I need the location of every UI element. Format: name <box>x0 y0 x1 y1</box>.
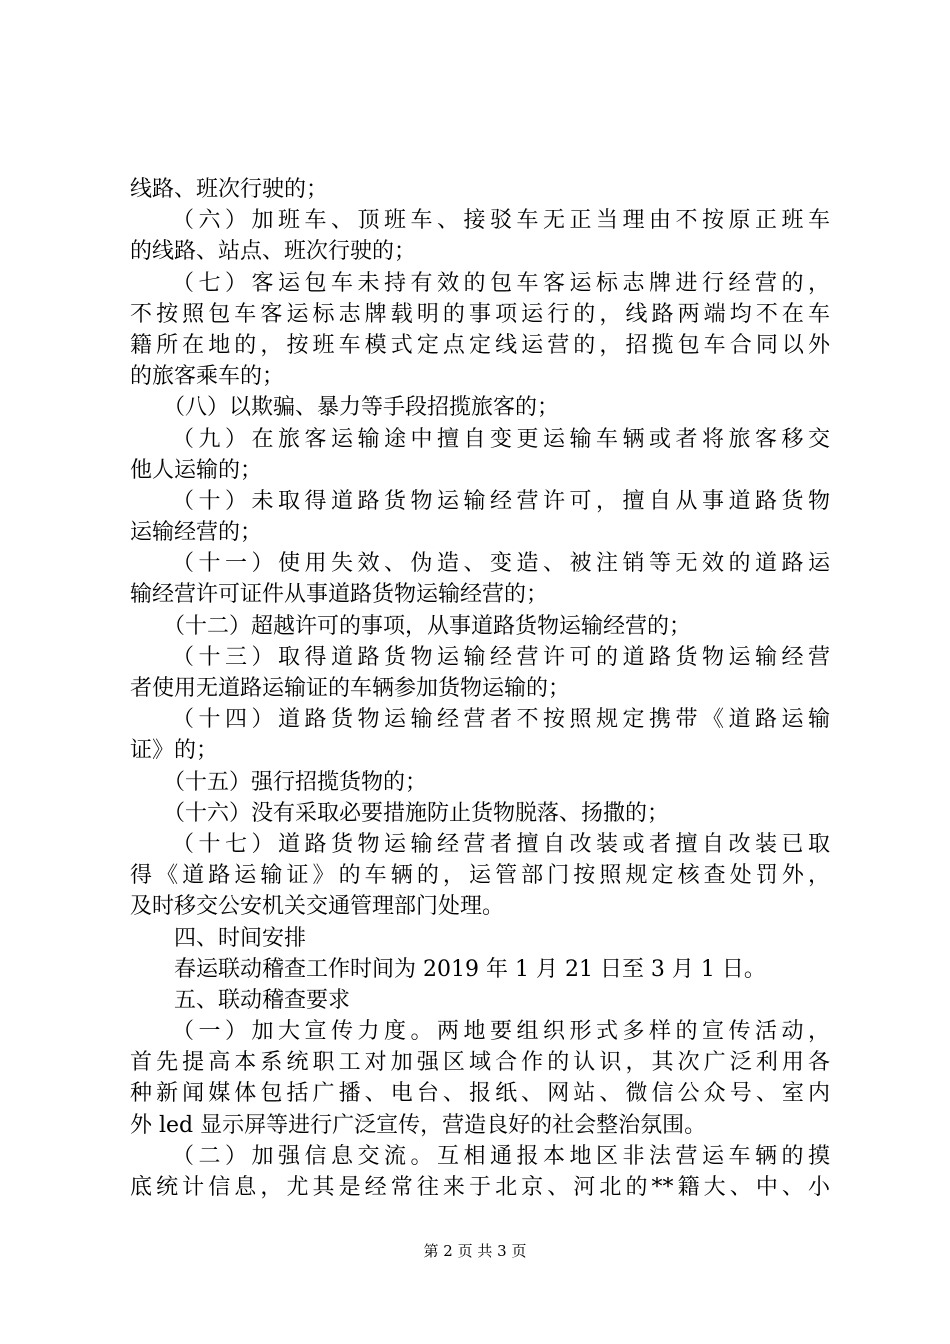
text-line: 运输经营的； <box>130 520 263 546</box>
text-line: （十二）超越许可的事项，从事道路货物运输经营的； <box>130 613 692 639</box>
text-line: 得《道路运输证》的车辆的，运管部门按照规定核查处罚外， <box>130 863 830 889</box>
text-line: （八）以欺骗、暴力等手段招揽旅客的； <box>130 395 560 421</box>
text-line: 他人运输的； <box>130 457 263 483</box>
document-body <box>130 174 830 1203</box>
text-line: 首先提高本系统职工对加强区域合作的认识，其次广泛利用各 <box>130 1050 830 1076</box>
text-line: （十七）道路货物运输经营者擅自改装或者擅自改装已取 <box>130 831 830 857</box>
text-line: （九）在旅客运输途中擅自变更运输车辆或者将旅客移交 <box>130 426 830 452</box>
text-line: 籍所在地的，按班车模式定点定线运营的，招揽包车合同以外 <box>130 332 830 358</box>
text-line: 者使用无道路运输证的车辆参加货物运输的； <box>130 676 571 701</box>
text-line: 春运联动稽查工作时间为 2019 年 1 月 21 日至 3 月 1 日。 <box>130 956 766 982</box>
text-line: 证》的； <box>130 738 219 764</box>
page-footer: 第 2 页 共 3 页 <box>423 1242 527 1260</box>
text-line: （十）未取得道路货物运输经营许可，擅自从事道路货物 <box>130 488 830 514</box>
text-line: 及时移交公安机关交通管理部门处理。 <box>130 894 505 920</box>
text-line: （七）客运包车未持有效的包车客运标志牌进行经营的， <box>130 270 830 296</box>
text-line: （十三）取得道路货物运输经营许可的道路货物运输经营 <box>130 644 830 670</box>
text-line: 种新闻媒体包括广播、电台、报纸、网站、微信公众号、室内 <box>130 1081 830 1107</box>
text-line: 四、时间安排 <box>130 925 307 951</box>
text-line: （二）加强信息交流。互相通报本地区非法营运车辆的摸 <box>130 1143 830 1169</box>
text-line: （一）加大宣传力度。两地要组织形式多样的宣传活动， <box>130 1019 830 1045</box>
text-line: 输经营许可证件从事道路货物运输经营的； <box>130 582 549 608</box>
text-line: 不按照包车客运标志牌载明的事项运行的，线路两端均不在车 <box>130 301 830 327</box>
text-line: 的旅客乘车的； <box>130 364 285 390</box>
text-line: 底统计信息，尤其是经常往来于北京、河北的**籍大、中、小 <box>130 1175 830 1200</box>
text-line: （六）加班车、顶班车、接驳车无正当理由不按原正班车 <box>130 208 830 234</box>
text-line: 外 led 显示屏等进行广泛宣传，营造良好的社会整治氛围。 <box>130 1112 707 1138</box>
text-line: 五、联动稽查要求 <box>130 987 351 1013</box>
text-line: （十五）强行招揽货物的； <box>130 769 428 795</box>
text-line: （十六）没有采取必要措施防止货物脱落、扬撒的； <box>130 800 670 826</box>
text-line: （十四）道路货物运输经营者不按照规定携带《道路运输 <box>130 707 830 733</box>
text-line: 的线路、站点、班次行驶的； <box>130 239 417 265</box>
text-line: （十一）使用失效、伪造、变造、被注销等无效的道路运 <box>130 551 830 577</box>
text-line: 线路、班次行驶的； <box>130 177 329 202</box>
